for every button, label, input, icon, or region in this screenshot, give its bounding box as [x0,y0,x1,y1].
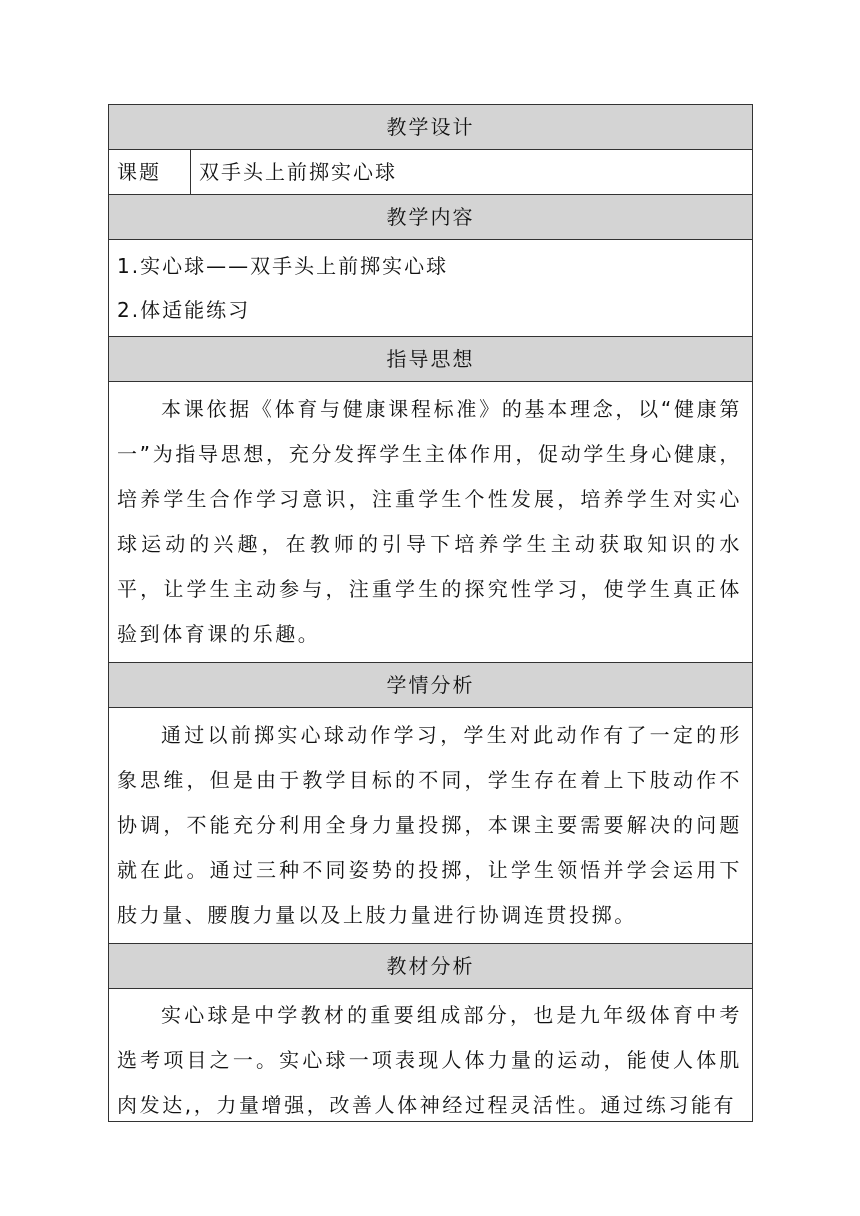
list-item: 2.体适能练习 [117,298,251,322]
content-list [109,240,752,337]
topic-value: 双手头上前掷实心球 [199,160,397,184]
guide-header: 指导思想 [109,337,752,382]
topic-row [109,150,752,195]
guide-paragraph: 本课依据《体育与健康课程标准》的基本理念，以“健康第一”为指导思想，充分发挥学生主体作用，促动学生身心健康，培养学生合作学习意识，注重学生个性发展，培养学生对实心球运动的兴趣，在教师的引导下培养学生主动获取知识的水平，让学生主动参与，注重学生的探究性学习，使学生真正体验到体育课的乐趣。 [109,382,752,663]
list-item: 1.实心球——双手头上前掷实心球 [117,254,449,278]
content-header: 教学内容 [109,195,752,240]
table-title: 教学设计 [109,105,752,150]
teaching-design-table [108,104,753,1122]
material-paragraph: 实心球是中学教材的重要组成部分，也是九年级体育中考选考项目之一。实心球一项表现人体力量的运动，能使人体肌肉发达,，力量增强，改善人体神经过程灵活性。通过练习能有 [117,1003,742,1117]
material-header: 教材分析 [109,944,752,989]
analysis-header: 学情分析 [109,663,752,708]
analysis-paragraph: 通过以前掷实心球动作学习，学生对此动作有了一定的形象思维，但是由于教学目标的不同，学生存在着上下肢动作不协调，不能充分利用全身力量投掷，本课主要需要解决的问题就在此。通过三种不同姿势的投掷，让学生领悟并学会运用下肢力量、腰腹力量以及上肢力量进行协调连贯投掷。 [109,708,752,944]
topic-label: 课题 [109,150,191,194]
